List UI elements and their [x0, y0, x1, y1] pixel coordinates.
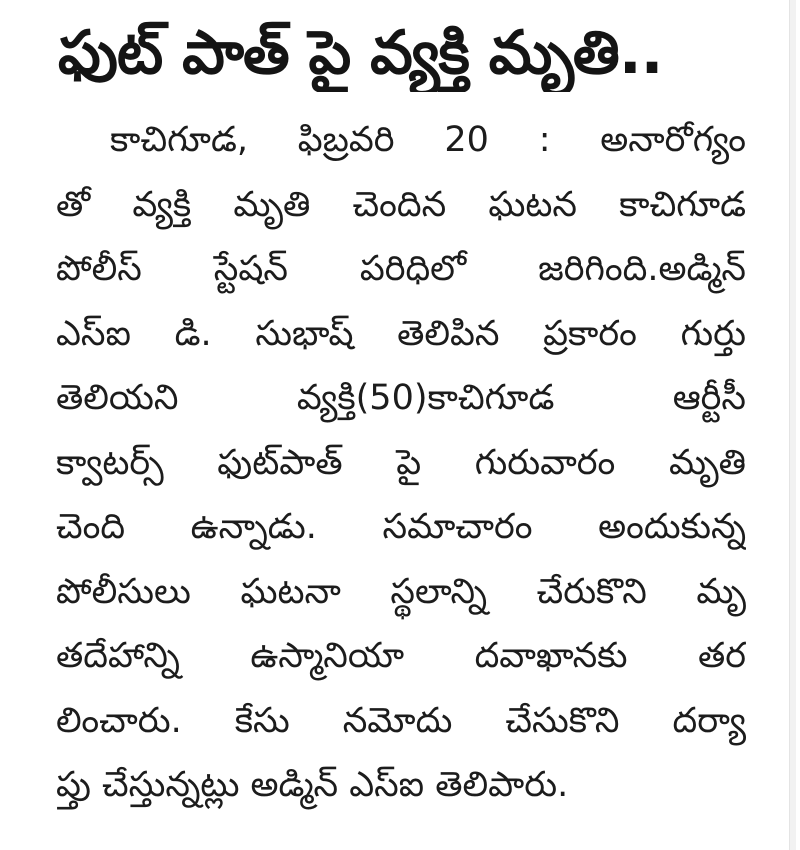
article-line: లించారు. కేసు నమోదు చేసుకొని దర్యా — [56, 700, 746, 741]
article-body — [56, 108, 746, 818]
article-line: పోలీసులు ఘటనా స్థలాన్ని చేరుకొని మృ — [56, 571, 746, 612]
column-rule — [789, 0, 796, 850]
article-line: తదేహాన్ని ఉస్మానియా దవాఖానకు తర — [56, 636, 746, 676]
article-line: ఎస్ఐ డి. సుభాష్ తెలిపిన ప్రకారం గుర్తు — [56, 313, 746, 354]
article-line: పోలీస్ స్టేషన్ పరిధిలో జరిగింది.అడ్మిన్ — [56, 249, 746, 289]
headline: ఫుట్ పాత్ పై వ్యక్తి మృతి.. — [58, 18, 663, 88]
article-line: తెలియని వ్యక్తి(50)కాచిగూడ ఆర్టీసీ — [56, 378, 746, 418]
article-line: చెంది ఉన్నాడు. సమాచారం అందుకున్న — [56, 507, 746, 547]
article-line: ప్తు చేస్తున్నట్లు అడ్మిన్ ఎస్ఐ తెలిపారు. — [56, 765, 569, 805]
article-line: కాచిగూడ, ఫిబ్రవరి 20 : అనారోగ్యం — [110, 120, 746, 160]
article-line: క్వాటర్స్ ఫుట్‌పాత్ పై గురువారం మృతి — [56, 442, 746, 483]
article-line: తో వ్యక్తి మృతి చెందిన ఘటన కాచిగూడ — [56, 184, 746, 225]
